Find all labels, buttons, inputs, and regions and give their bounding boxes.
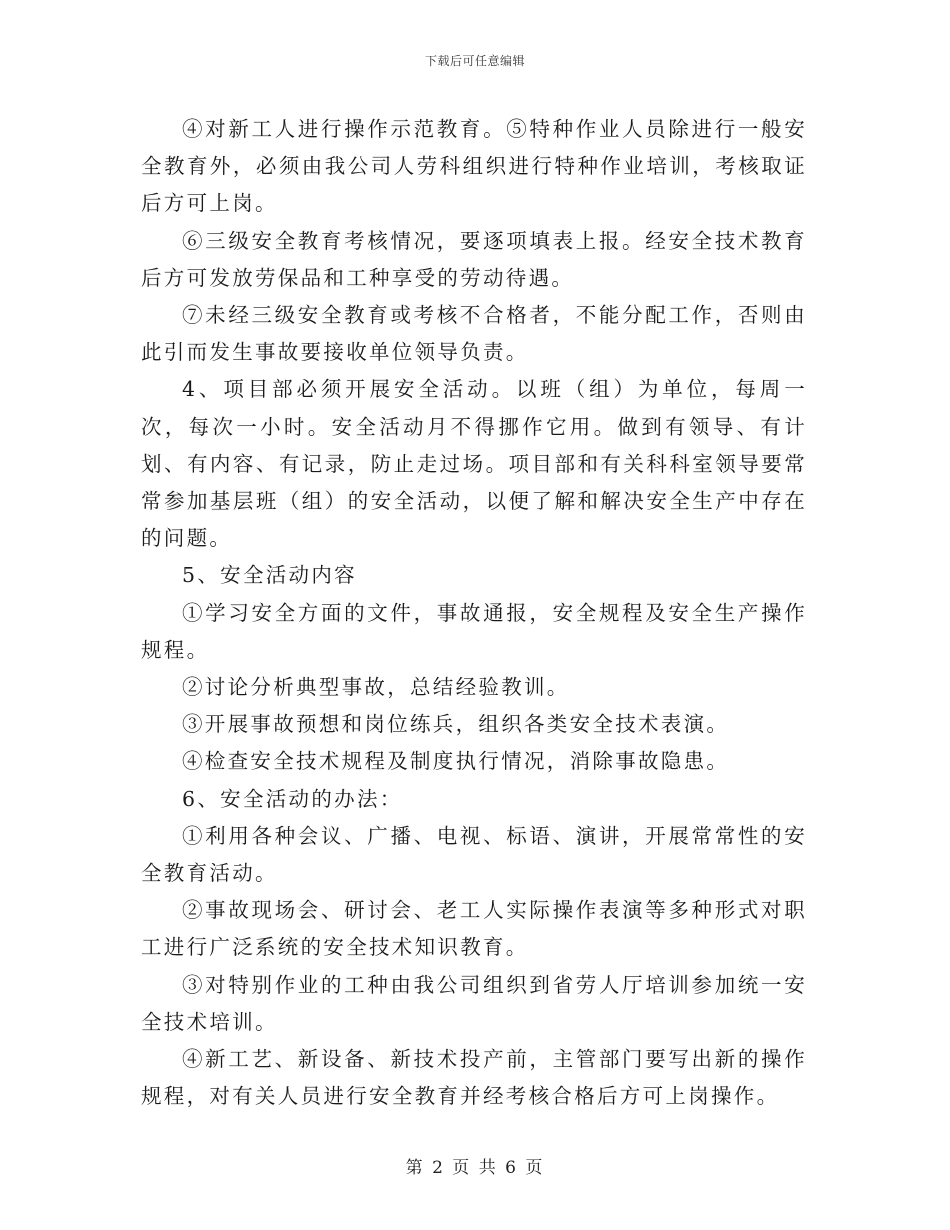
paragraph-8: ③开展事故预想和岗位练兵，组织各类安全技术表演。 xyxy=(182,712,730,737)
page-header: 下载后可任意编辑 xyxy=(424,54,525,68)
paragraph-3: ⑦未经三级安全教育或考核不合格者，不能分配工作，否则由此引而发生事故要接收单位领导负责。 xyxy=(141,303,807,365)
paragraph-1: ④对新工人进行操作示范教育。⑤特种作业人员除进行一般安全教育外，必须由我公司人劳科组织进行特种作业培训，考核取证后方可上岗。 xyxy=(141,117,807,216)
paragraph-13: ③对特别作业的工种由我公司组织到省劳人厅培训参加统一安全技术培训。 xyxy=(141,972,807,1034)
paragraph-6: ①学习安全方面的文件，事故通报，安全规程及安全生产操作规程。 xyxy=(141,600,807,662)
page-number-footer: 第 2 页 共 6 页 xyxy=(405,1158,545,1178)
paragraph-11: ①利用各种会议、广播、电视、标语、演讲，开展常常性的安全教育活动。 xyxy=(141,823,807,886)
section-heading-5: 5、安全活动内容 xyxy=(182,563,357,588)
document-body xyxy=(141,111,807,1115)
section-heading-6: 6、安全活动的办法： xyxy=(182,786,403,811)
paragraph-2: ⑥三级安全教育考核情况，要逐项填表上报。经安全技术教育后方可发放劳保品和工种享受的劳动待遇。 xyxy=(141,228,807,290)
paragraph-14: ④新工艺、新设备、新技术投产前，主管部门要写出新的操作规程，对有关人员进行安全教育并经考核合格后方可上岗操作。 xyxy=(141,1047,807,1109)
paragraph-9: ④检查安全技术规程及制度执行情况，消除事故隐患。 xyxy=(182,749,730,774)
paragraph-4: 4、项目部必须开展安全活动。以班（组）为单位，每周一次，每次一小时。安全活动月不得挪作它用。做到有领导、有计划、有内容、有记录，防止走过场。项目部和有关科科室领导要常常参加基层班（组）的安全活动，以便了解和解决安全生产中存在的问题。 xyxy=(141,377,807,551)
paragraph-12: ②事故现场会、研讨会、老工人实际操作表演等多种形式对职工进行广泛系统的安全技术知识教育。 xyxy=(141,898,807,960)
paragraph-7: ②讨论分析典型事故，总结经验教训。 xyxy=(182,675,570,700)
